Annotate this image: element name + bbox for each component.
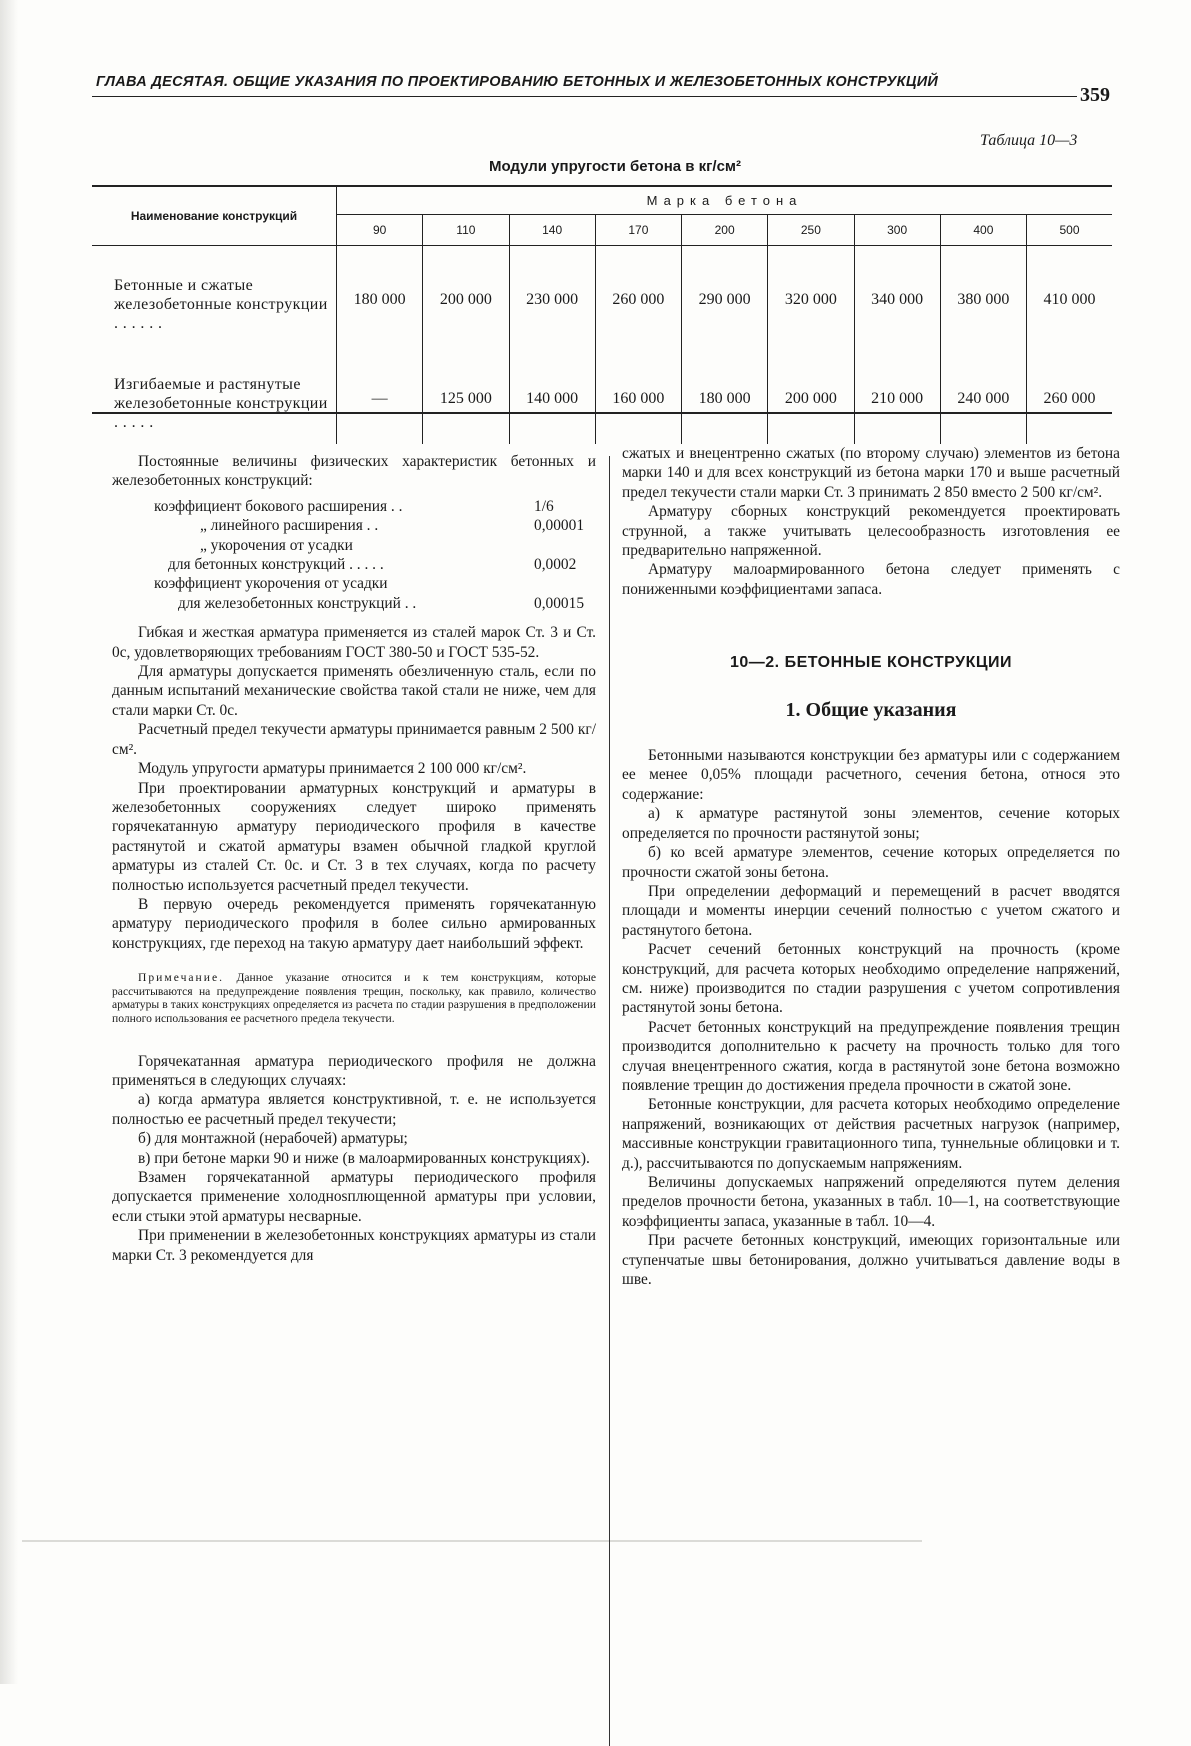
table-cell: 140 000 (509, 354, 595, 444)
table-cell: 230 000 (509, 246, 595, 355)
note (112, 971, 596, 1025)
paragraph: При расчете бетонных конструкций, имеющих горизонтальные или ступенчатые швы бетонирования, должно учитываться давление воды в шве. (622, 1232, 1120, 1289)
constant-value: 0,00015 (534, 594, 585, 612)
grade-header: 90 (337, 215, 423, 246)
grade-header: 200 (682, 215, 768, 246)
section-title: 10—2. БЕТОННЫЕ КОНСТРУКЦИИ (729, 654, 1013, 672)
page-number: 359 (1080, 84, 1110, 106)
paragraph: б) ко всей арматуре элементов, сечение которых определяется по прочности сжатой зоны бетона. (622, 844, 1120, 881)
paragraph: Бетонными называются конструкции без арматуры или с содержанием ее менее 0,05% площади расчетного, сечения бетона, относя это содержание: (622, 747, 1120, 803)
paragraph: Постоянные величины физических характеристик бетонных и железобетонных конструкций: (112, 453, 596, 490)
table-cell: 340 000 (854, 246, 940, 355)
header-rule (92, 96, 1077, 97)
table-cell: 160 000 (595, 354, 681, 444)
elasticity-table (92, 186, 1112, 444)
constant-label: „ линейного расширения . . (200, 517, 379, 535)
table-number: Таблица 10—3 (980, 132, 1078, 149)
table-title: Модули упругости бетона в кг/см² (488, 158, 742, 175)
subsection-title: 1. Общие указания (785, 698, 957, 721)
constant-row (112, 516, 596, 535)
note-text: Данное указание относится и к тем конструкциям, которые рассчитываются на предупреждение появления трещин, поскольку, как правило, количество арматуры в таких конструкциях определяется из расчета по стадии разрушения в предположении полного использования ее расчетного предела текучести. (112, 971, 596, 1025)
constant-label: для бетонных конструкций . . . . . (168, 556, 384, 574)
constant-label: коэффициент укорочения от усадки (154, 575, 388, 593)
grade-header: 400 (940, 215, 1026, 246)
constant-value: 1/6 (534, 497, 554, 515)
paragraph: Модуль упругости арматуры принимается 2 100 000 кг/см². (138, 760, 527, 778)
paragraph: При применении в железобетонных конструкциях арматуры из стали марки Ст. 3 рекомендуется для (112, 1227, 596, 1264)
table-cell: 210 000 (854, 354, 940, 444)
column-divider (609, 456, 610, 1746)
left-column (112, 452, 596, 1265)
constant-row (112, 497, 596, 516)
table-cell: 200 000 (768, 354, 854, 444)
constant-row (112, 555, 596, 574)
constant-label: для железобетонных конструкций . . (178, 594, 417, 612)
table-cell: 200 000 (423, 246, 509, 355)
table-row (92, 246, 1112, 355)
constants-list (112, 497, 596, 613)
table-cell: 260 000 (595, 246, 681, 355)
paragraph: Величины допускаемых напряжений определяются путем деления пределов прочности бетона, указанных в табл. 10—1, на соответствующие коэффициенты запаса, указанные в табл. 10—4. (622, 1174, 1120, 1230)
paragraph: Взамен горячекатанной арматуры периодического профиля допускается применение холоднosплющенной арматуры при условии, если стыки этой арматуры несварные. (112, 1168, 596, 1225)
paragraph: При определении деформаций и перемещений в расчет вводятся площади и моменты инерции сечений полностью с учетом сжатого и растянутого бетона. (622, 882, 1120, 939)
table-cell: 260 000 (1027, 354, 1113, 444)
table-row (92, 354, 1112, 444)
table-group-header: Марка бетона (337, 186, 1113, 215)
table-cell: 380 000 (940, 246, 1026, 355)
paragraph: б) для монтажной (нерабочей) арматуры; (138, 1130, 408, 1148)
constant-value (534, 574, 596, 593)
row-label: Изгибаемые и растянутые железобетонные конструкции . . . . . (92, 354, 337, 444)
constant-row (112, 536, 596, 555)
paragraph: Расчет бетонных конструкций на предупреждение появления трещин производится дополнительно к расчету на прочность только для того случая внецентренного сжатия, когда в растянутой зоне бетона возможно появление трещин до достижения предела прочности в сжатой зоне. (622, 1018, 1120, 1094)
paragraph: Гибкая и жесткая арматура применяется из сталей марок Ст. 3 и Ст. 0с, удовлетворяющих требованиям ГОСТ 380-50 и ГОСТ 535-52. (112, 624, 596, 661)
paragraph: Расчетный предел текучести арматуры принимается равным 2 500 кг/см². (112, 721, 596, 758)
paragraph: а) когда арматура является конструктивной, т. е. не используется полностью ее расчетный предел текучести; (112, 1091, 596, 1128)
right-column (622, 444, 1120, 1289)
grade-header: 170 (595, 215, 681, 246)
constant-value (534, 536, 596, 555)
constant-value: 0,00001 (534, 517, 585, 535)
constant-label: коэффициент бокового расширения . . (154, 497, 403, 515)
paragraph: Для арматуры допускается применять обезличенную сталь, если по данным испытаний механические свойства такой стали не ниже, чем для стали марки Ст. 0с. (112, 663, 596, 719)
paragraph: Расчет сечений бетонных конструкций на прочность (кроме конструкций, для расчета которых необходимо определение напряжений, см. ниже) производится по стадии разрушения с учетом сопротивления растянутой зоны бетона. (622, 941, 1120, 1017)
paragraph: а) к арматуре растянутой зоны элементов, сечение которых определяется по прочности растянутой зоны; (622, 805, 1120, 842)
constant-row (112, 574, 596, 593)
paragraph: Бетонные конструкции, для расчета которых необходимо определение напряжений, возникающих от действия расчетных нагрузок (например, массивные конструкции гравитационного типа, туннельные облицовки и т. д.), рассчитываются по допускаемым напряжениям. (622, 1096, 1120, 1172)
paragraph: В первую очередь рекомендуется применять горячекатанную арматуру периодического профиля в более сильно армированных конструкциях, где переход на такую арматуру дает наибольший эффект. (112, 895, 596, 952)
paragraph: Горячекатанная арматура периодического профиля не должна применяться в следующих случаях: (112, 1052, 596, 1089)
table-cell: 290 000 (682, 246, 768, 355)
table-cell: 180 000 (682, 354, 768, 444)
scan-bottom-mark (22, 1540, 922, 1560)
note-label: Примечание. (138, 971, 224, 985)
grade-header: 300 (854, 215, 940, 246)
paragraph: Арматуру малоармированного бетона следует применять с пониженными коэффициентами запаса. (622, 561, 1120, 598)
table-cell: 410 000 (1027, 246, 1113, 355)
row-label: Бетонные и сжатые железобетонные конструкции . . . . . . (92, 246, 337, 355)
running-head: ГЛАВА ДЕСЯТАЯ. ОБЩИЕ УКАЗАНИЯ ПО ПРОЕКТИРОВАНИЮ БЕТОННЫХ И ЖЕЛЕЗОБЕТОННЫХ КОНСТРУКЦИЙ (96, 74, 939, 90)
paragraph: При проектировании арматурных конструкций и арматуры в железобетонных сооружениях следует широко применять горячекатанную арматуру периодического профиля в качестве растянутой и сжатой арматуры взамен обычной гладкой круглой арматуры из сталей Ст. 0с. и Ст. 3 в тех случаях, когда по расчету полностью используется расчетный предел текучести. (112, 779, 596, 894)
grade-header: 110 (423, 215, 509, 246)
grade-header: 140 (509, 215, 595, 246)
table-cell: 125 000 (423, 354, 509, 444)
constant-label: „ укорочения от усадки (200, 536, 353, 554)
paragraph: в) при бетоне марки 90 и ниже (в малоармированных конструкциях). (138, 1149, 590, 1167)
table-col-header: Наименование конструкций (92, 186, 337, 246)
constant-row (112, 594, 596, 613)
table-cell: 320 000 (768, 246, 854, 355)
grade-header: 250 (768, 215, 854, 246)
table-cell: — (371, 390, 388, 407)
scan-shadow (0, 0, 18, 1684)
grade-header: 500 (1027, 215, 1113, 246)
table-cell: 240 000 (940, 354, 1026, 444)
constant-value: 0,0002 (534, 556, 577, 574)
paragraph: Арматуру сборных конструкций рекомендуется проектировать струнной, а также учитывать целесообразность изготовления ее предварительно напряженной. (622, 503, 1120, 560)
paragraph: сжатых и внецентренно сжатых (по второму случаю) элементов из бетона марки 140 и для всех конструкций из бетона марки 170 и выше расчетный предел текучести стали марки Ст. 3 принимать 2 850 вместо 2 500 кг/см². (622, 445, 1120, 501)
table-cell: 180 000 (353, 291, 406, 308)
table-bottom-rule (92, 412, 1112, 414)
